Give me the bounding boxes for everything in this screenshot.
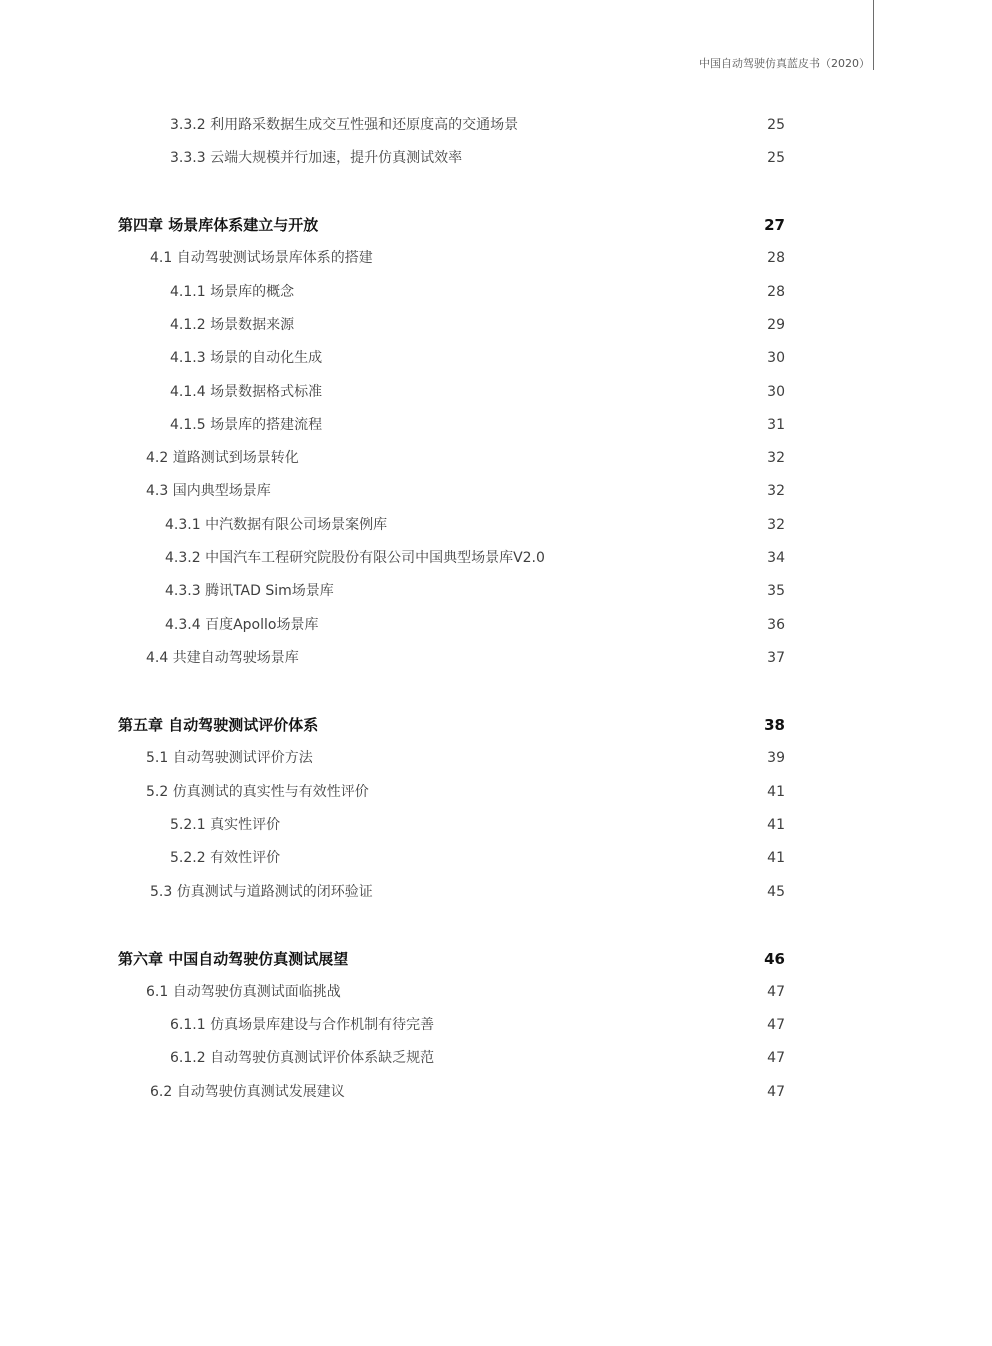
toc-entry[interactable] bbox=[0, 981, 992, 1003]
toc-entry-page: 28 bbox=[767, 250, 785, 266]
toc-entry-title: 4.1.2 场景数据来源 bbox=[170, 317, 295, 333]
toc-entry-page: 47 bbox=[767, 1017, 785, 1033]
toc-entry-page: 34 bbox=[767, 550, 785, 566]
toc-entry-page: 45 bbox=[767, 884, 785, 900]
toc-entry[interactable] bbox=[0, 580, 992, 602]
toc-entry-title: 4.3.4 百度Apollo场景库 bbox=[165, 617, 319, 633]
toc-entry[interactable] bbox=[0, 881, 992, 903]
toc-entry-title: 4.1.3 场景的自动化生成 bbox=[170, 350, 323, 366]
toc-entry-title: 4.1.1 场景库的概念 bbox=[170, 284, 295, 300]
toc-entry-title: 3.3.3 云端大规模并行加速，提升仿真测试效率 bbox=[170, 150, 463, 166]
toc-chapter-page: 38 bbox=[764, 716, 785, 734]
toc-chapter[interactable] bbox=[0, 948, 992, 970]
toc-entry-title: 4.1.4 场景数据格式标准 bbox=[170, 384, 323, 400]
toc-entry-page: 30 bbox=[767, 384, 785, 400]
toc-entry[interactable] bbox=[0, 747, 992, 769]
toc-entry-title: 4.3.2 中国汽车工程研究院股份有限公司中国典型场景库V2.0 bbox=[165, 550, 545, 566]
toc-entry[interactable] bbox=[0, 147, 992, 169]
toc-entry-title: 6.1.2 自动驾驶仿真测试评价体系缺乏规范 bbox=[170, 1050, 435, 1066]
toc-entry-page: 25 bbox=[767, 117, 785, 133]
toc-entry[interactable] bbox=[0, 647, 992, 669]
toc-entry-page: 32 bbox=[767, 483, 785, 499]
toc-entry-title: 4.3.3 腾讯TAD Sim场景库 bbox=[165, 583, 334, 599]
toc-chapter-page: 27 bbox=[764, 216, 785, 234]
toc-entry[interactable] bbox=[0, 514, 992, 536]
toc-entry[interactable] bbox=[0, 347, 992, 369]
toc-entry[interactable] bbox=[0, 381, 992, 403]
toc-entry-title: 4.4 共建自动驾驶场景库 bbox=[146, 650, 299, 666]
toc-entry-page: 30 bbox=[767, 350, 785, 366]
header-rule bbox=[873, 0, 874, 70]
toc-entry-title: 4.3 国内典型场景库 bbox=[146, 483, 271, 499]
toc-entry-page: 41 bbox=[767, 817, 785, 833]
toc-entry-title: 4.2 道路测试到场景转化 bbox=[146, 450, 299, 466]
toc-entry[interactable] bbox=[0, 1081, 992, 1103]
toc-entry-title: 5.3 仿真测试与道路测试的闭环验证 bbox=[150, 884, 373, 900]
toc-chapter-title: 第四章 场景库体系建立与开放 bbox=[118, 216, 319, 234]
toc-entry[interactable] bbox=[0, 414, 992, 436]
toc-entry-page: 29 bbox=[767, 317, 785, 333]
toc-entry-page: 41 bbox=[767, 784, 785, 800]
toc-entry[interactable] bbox=[0, 547, 992, 569]
toc-entry-page: 31 bbox=[767, 417, 785, 433]
toc-entry-title: 6.2 自动驾驶仿真测试发展建议 bbox=[150, 1084, 345, 1100]
toc-entry-title: 4.1 自动驾驶测试场景库体系的搭建 bbox=[150, 250, 373, 266]
toc-entry[interactable] bbox=[0, 447, 992, 469]
toc-entry-title: 5.2.2 有效性评价 bbox=[170, 850, 281, 866]
toc-entry-page: 47 bbox=[767, 984, 785, 1000]
toc-entry[interactable] bbox=[0, 1047, 992, 1069]
toc-entry-page: 47 bbox=[767, 1050, 785, 1066]
running-header: 中国自动驾驶仿真蓝皮书（2020） bbox=[699, 57, 870, 70]
toc-chapter-title: 第五章 自动驾驶测试评价体系 bbox=[118, 716, 319, 734]
toc-entry[interactable] bbox=[0, 1014, 992, 1036]
toc-entry-page: 32 bbox=[767, 517, 785, 533]
toc-entry[interactable] bbox=[0, 314, 992, 336]
toc-entry-title: 4.1.5 场景库的搭建流程 bbox=[170, 417, 323, 433]
toc-chapter[interactable] bbox=[0, 714, 992, 736]
toc-chapter-page: 46 bbox=[764, 950, 785, 968]
toc-entry[interactable] bbox=[0, 614, 992, 636]
toc-chapter-title: 第六章 中国自动驾驶仿真测试展望 bbox=[118, 950, 349, 968]
toc-entry-page: 32 bbox=[767, 450, 785, 466]
toc-entry[interactable] bbox=[0, 114, 992, 136]
toc-entry[interactable] bbox=[0, 781, 992, 803]
toc-entry-page: 39 bbox=[767, 750, 785, 766]
toc-entry[interactable] bbox=[0, 281, 992, 303]
toc-entry-page: 41 bbox=[767, 850, 785, 866]
toc-entry-title: 6.1.1 仿真场景库建设与合作机制有待完善 bbox=[170, 1017, 435, 1033]
toc-entry[interactable] bbox=[0, 814, 992, 836]
toc-entry-page: 35 bbox=[767, 583, 785, 599]
toc-entry[interactable] bbox=[0, 247, 992, 269]
toc-entry-title: 4.3.1 中汽数据有限公司场景案例库 bbox=[165, 517, 388, 533]
toc-entry-title: 5.1 自动驾驶测试评价方法 bbox=[146, 750, 313, 766]
toc-entry-page: 25 bbox=[767, 150, 785, 166]
toc-entry-page: 37 bbox=[767, 650, 785, 666]
toc-entry-title: 5.2 仿真测试的真实性与有效性评价 bbox=[146, 784, 369, 800]
toc-entry-title: 6.1 自动驾驶仿真测试面临挑战 bbox=[146, 984, 341, 1000]
toc-entry-page: 47 bbox=[767, 1084, 785, 1100]
toc-chapter[interactable] bbox=[0, 214, 992, 236]
toc-entry[interactable] bbox=[0, 480, 992, 502]
toc-entry-title: 5.2.1 真实性评价 bbox=[170, 817, 281, 833]
toc-entry[interactable] bbox=[0, 847, 992, 869]
toc-entry-page: 28 bbox=[767, 284, 785, 300]
toc-entry-page: 36 bbox=[767, 617, 785, 633]
toc-entry-title: 3.3.2 利用路采数据生成交互性强和还原度高的交通场景 bbox=[170, 117, 519, 133]
